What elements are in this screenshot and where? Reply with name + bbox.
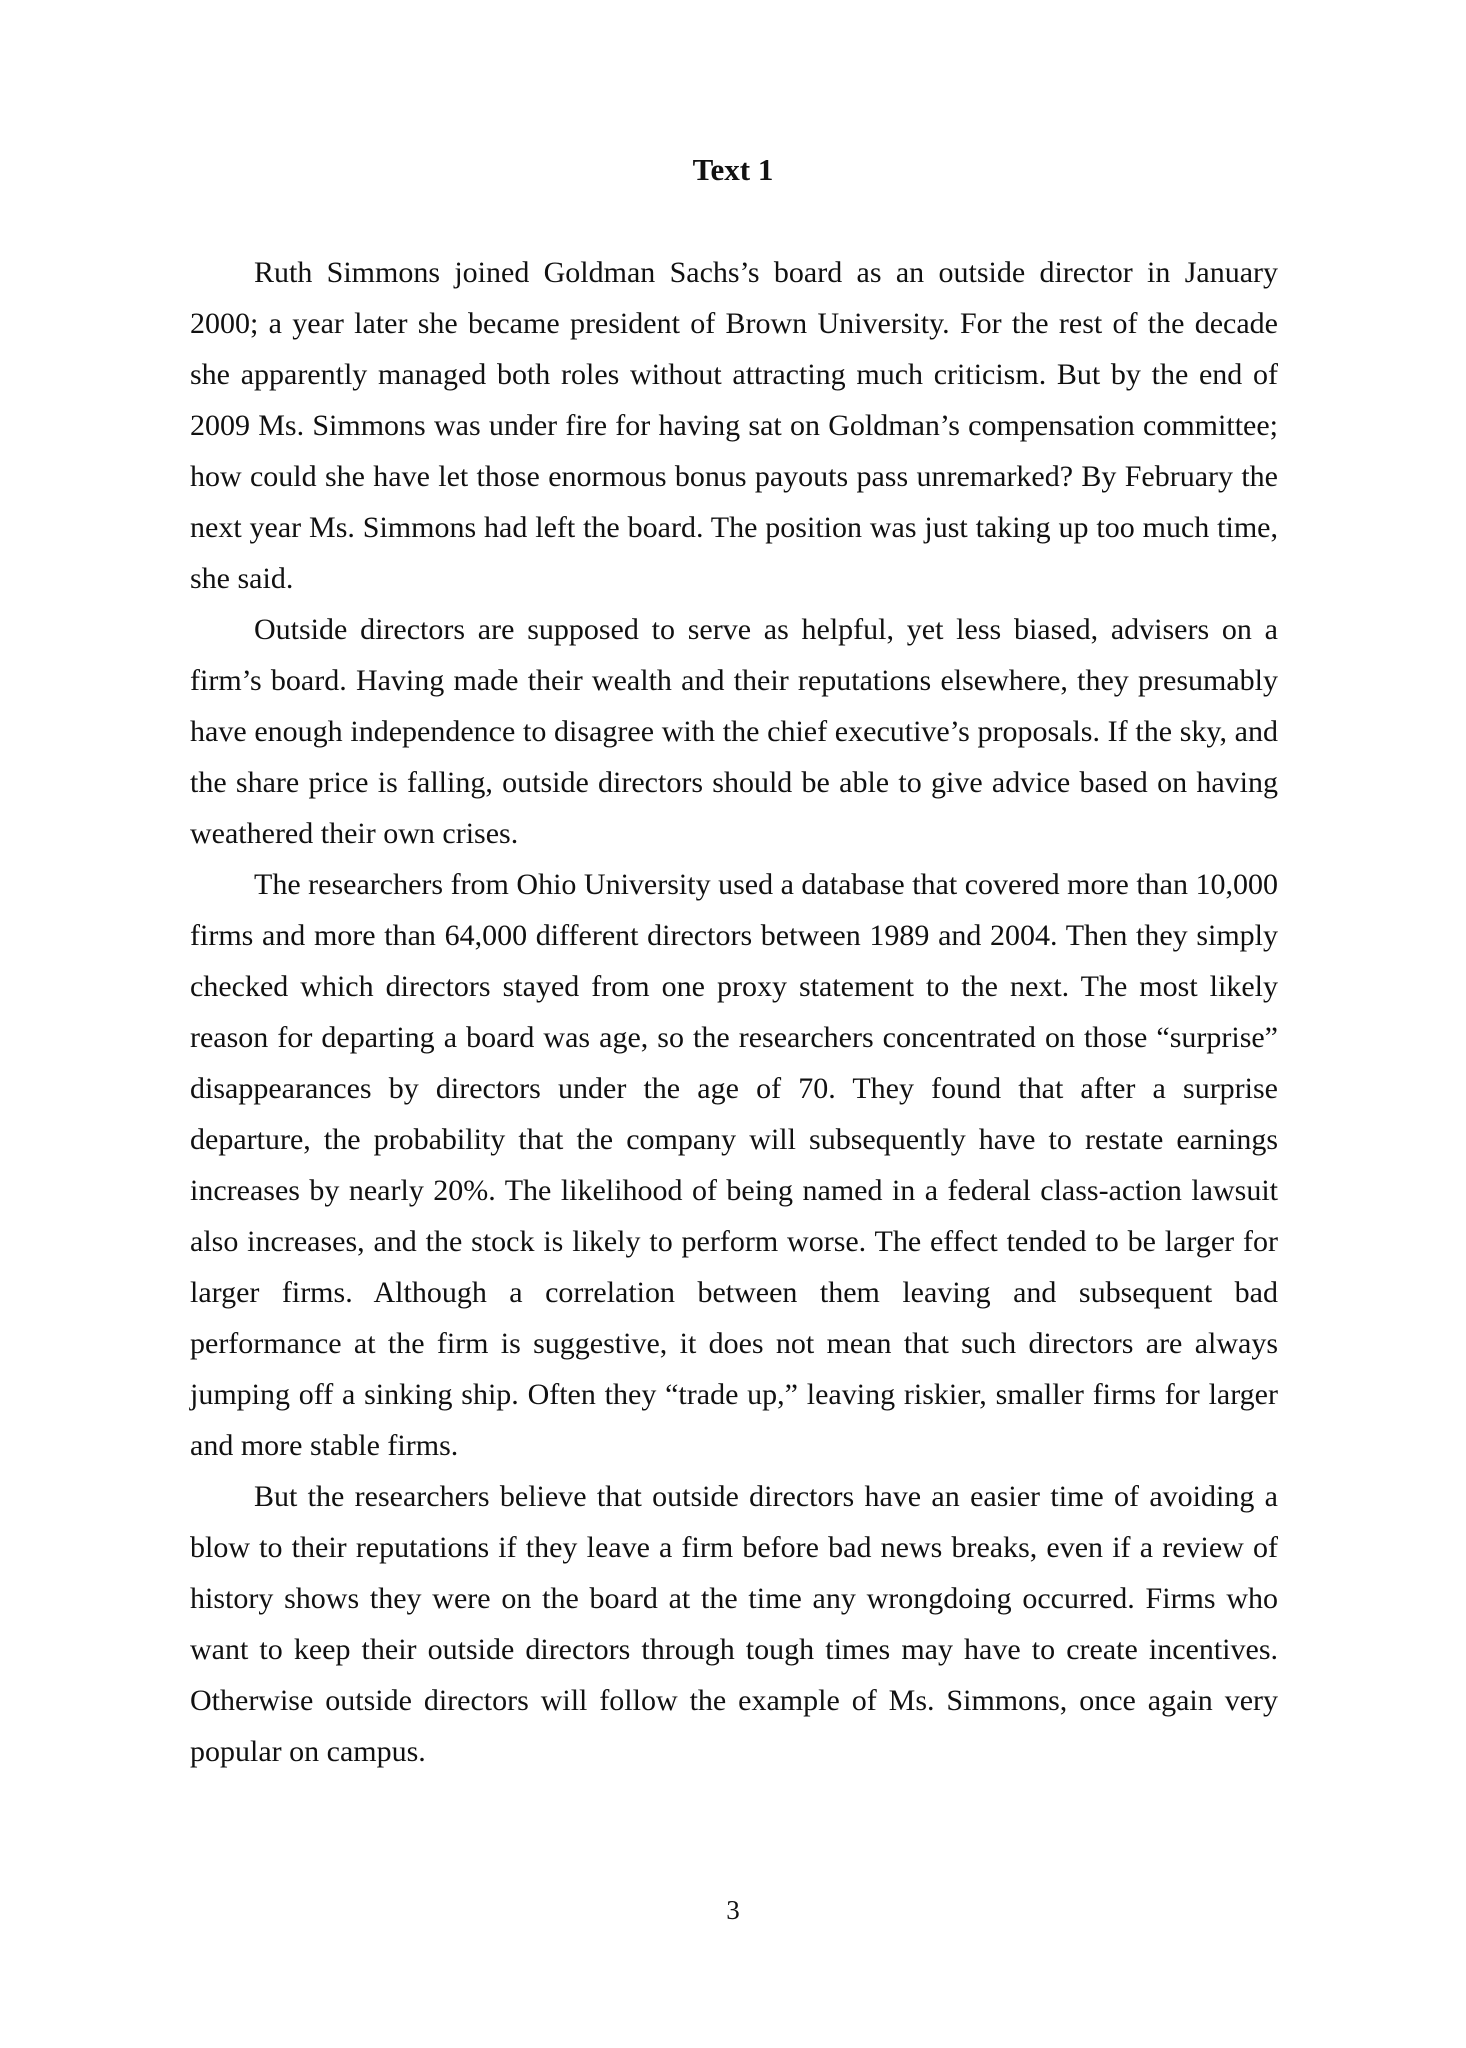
page-number: 3: [726, 1895, 740, 1925]
page-title: Text 1: [692, 152, 774, 187]
paragraph-4: But the researchers believe that outside directors have an easier time of avoiding a blow to their reputations if they leave a firm before bad news breaks, even if a review of history shows they were on the board at the time any wrongdoing occurred. Firms who want to keep their outside directors through tough times may have to create incentives. Otherwise outside directors will follow the example of Ms. Simmons, once again very popular on campus.: [190, 1480, 1278, 1768]
paragraph-2: Outside directors are supposed to serve as helpful, yet less biased, advisers on a firm’s board. Having made their wealth and their reputations elsewhere, they presumably have enough independence to disagree with the chief executive’s proposals. If the sky, and the share price is falling, outside directors should be able to give advice based on having weathered their own crises.: [190, 613, 1278, 850]
article-body: [190, 247, 1278, 1777]
paragraph-1: Ruth Simmons joined Goldman Sachs’s board as an outside director in January 2000; a year later she became president of Brown University. For the rest of the decade she apparently managed both roles without attracting much criticism. But by the end of 2009 Ms. Simmons was under fire for having sat on Goldman’s compensation committee; how could she have let those enormous bonus payouts pass unremarked? By February the next year Ms. Simmons had left the board. The position was just taking up too much time, she said.: [190, 256, 1278, 595]
paragraph-3: The researchers from Ohio University used a database that covered more than 10,000 firms and more than 64,000 different directors between 1989 and 2004. Then they simply checked which directors stayed from one proxy statement to the next. The most likely reason for departing a board was age, so the researchers concentrated on those “surprise” disappearances by directors under the age of 70. They found that after a surprise departure, the probability that the company will subsequently have to restate earnings increases by nearly 20%. The likelihood of being named in a federal class-action lawsuit also increases, and the stock is likely to perform worse. The effect tended to be larger for larger firms. Although a correlation between them leaving and subsequent bad performance at the firm is suggestive, it does not mean that such directors are always jumping off a sinking ship. Often they “trade up,” leaving riskier, smaller firms for larger and more stable firms.: [190, 868, 1278, 1462]
